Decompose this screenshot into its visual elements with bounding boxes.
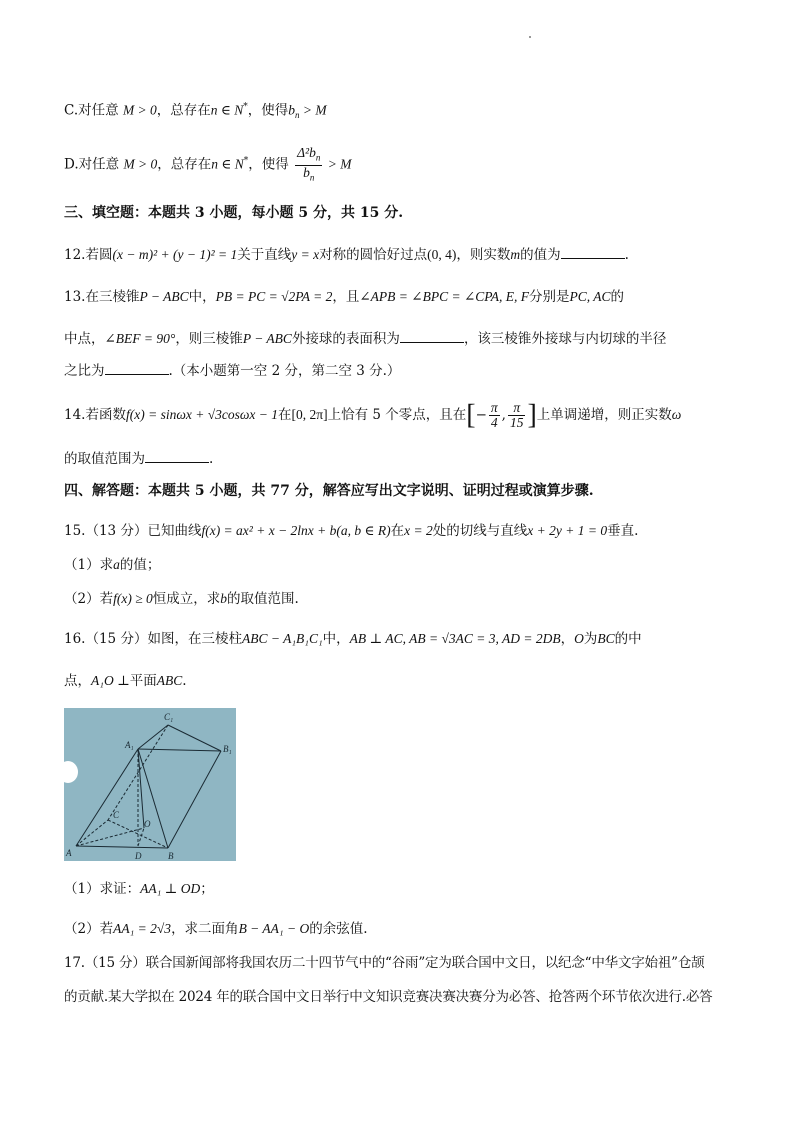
question-14-line-1: 14.若函数f(x) = sinωx + √3cosωx − 1在[0, 2π]上恰有 5 个零点，且在[− $\frac{\pi}{4}$ , $\frac{\pi}{15}$ ]上单调递增，则正实数ω [64, 399, 682, 431]
question-13-line-2: 中点，∠BEF = 90°，则三棱锥P − ABC外接球的表面积为 ，该三棱锥外接球与内切球的半径 [64, 328, 734, 350]
label-c: C [113, 810, 120, 820]
question-15-part-1: （1）求a的值； [64, 557, 161, 573]
answer-blank [105, 360, 169, 375]
question-13-line-3: 之比为 .（本小题第一空 2 分，第二空 3 分.） [64, 360, 734, 382]
label-o: O [144, 819, 151, 829]
question-16-part-2: （2）若AA₁ = 2√3，求二面角B − AA₁ − O的余弦值. [64, 921, 368, 937]
section-4-title: 四、解答题：本题共 5 小题，共 77 分，解答应写出文字说明、证明过程或演算步骤. [64, 483, 594, 499]
blob [64, 761, 78, 783]
answer-blank [561, 244, 625, 259]
edge-a1-c1 [138, 725, 168, 749]
question-17-line-1: 17.（15 分）联合国新闻部将我国农历二十四节气中的“谷雨”定为联合国中文日，以纪念“中华文字始祖”仓颉 [64, 955, 705, 971]
label-b1: B₁ [223, 744, 232, 754]
edge-d-o [138, 828, 144, 846]
option-c: C.对任意 M > 0，总存在n ∈ N*，使得$b_n > M$ [64, 102, 327, 121]
answer-blank [145, 448, 209, 463]
edge-c1-b1 [168, 725, 221, 751]
question-16-line-1: 16.（15 分）如图，在三棱柱ABC − A₁B₁C₁中，AB ⊥ AC, AB = √3AC = 3, AD = 2DB，O为BC的中 [64, 631, 642, 647]
question-12: 12.若圆(x − m)² + (y − 1)² = 1关于直线y = x对称的圆恰好过点(0, 4)，则实数m的值为 . [64, 244, 734, 266]
scan-dot [529, 36, 531, 38]
edge-a-b [76, 846, 168, 848]
edge-a1-a [76, 749, 138, 846]
answer-blank [400, 328, 464, 343]
label-b: B [168, 851, 174, 861]
edge-b1-b [168, 751, 221, 848]
edge-a1-o [138, 749, 144, 828]
question-15: 15.（13 分）已知曲线f(x) = ax² + x − 2lnx + b(a, b ∈ R)在x = 2处的切线与直线x + 2y + 1 = 0垂直. [64, 523, 639, 539]
label-c1: C₁ [164, 712, 174, 722]
question-13-line-1: 13.在三棱锥P − ABC中，PB = PC = √2PA = 2，且∠APB = ∠BPC = ∠CPA, E, F分别是PC, AC的 [64, 289, 625, 305]
question-16-part-1: （1）求证：AA₁ ⊥ OD； [64, 881, 214, 897]
section-3-title: 三、填空题：本题共 3 小题，每小题 5 分，共 15 分. [64, 205, 404, 221]
question-16-line-2: 点，A₁O ⊥平面ABC. [64, 673, 187, 689]
prism-figure [64, 708, 236, 861]
question-15-part-2: （2）若f(x) ≥ 0恒成立，求b的取值范围. [64, 591, 299, 607]
option-d: D.对任意 M > 0，总存在n ∈ N*，使得 $\frac{\Delta^2b_n}{b_n}$ > M [64, 145, 352, 183]
prism-diagram [64, 708, 236, 861]
question-17-line-2: 的贡献.某大学拟在 2024 年的联合国中文日举行中文知识竞赛决赛决赛分为必答、抢答两个环节依次进行.必答 [64, 989, 713, 1005]
label-d: D [135, 851, 142, 861]
option-d-fraction: $\frac{\Delta^2b_n}{b_n}$ [297, 145, 321, 183]
label-a1: A₁ [125, 740, 134, 750]
edge-a1-b [138, 749, 168, 848]
question-14-line-2: 的取值范围为 . [64, 448, 734, 470]
edge-a1-b1 [138, 749, 221, 751]
label-a: A [66, 848, 72, 858]
